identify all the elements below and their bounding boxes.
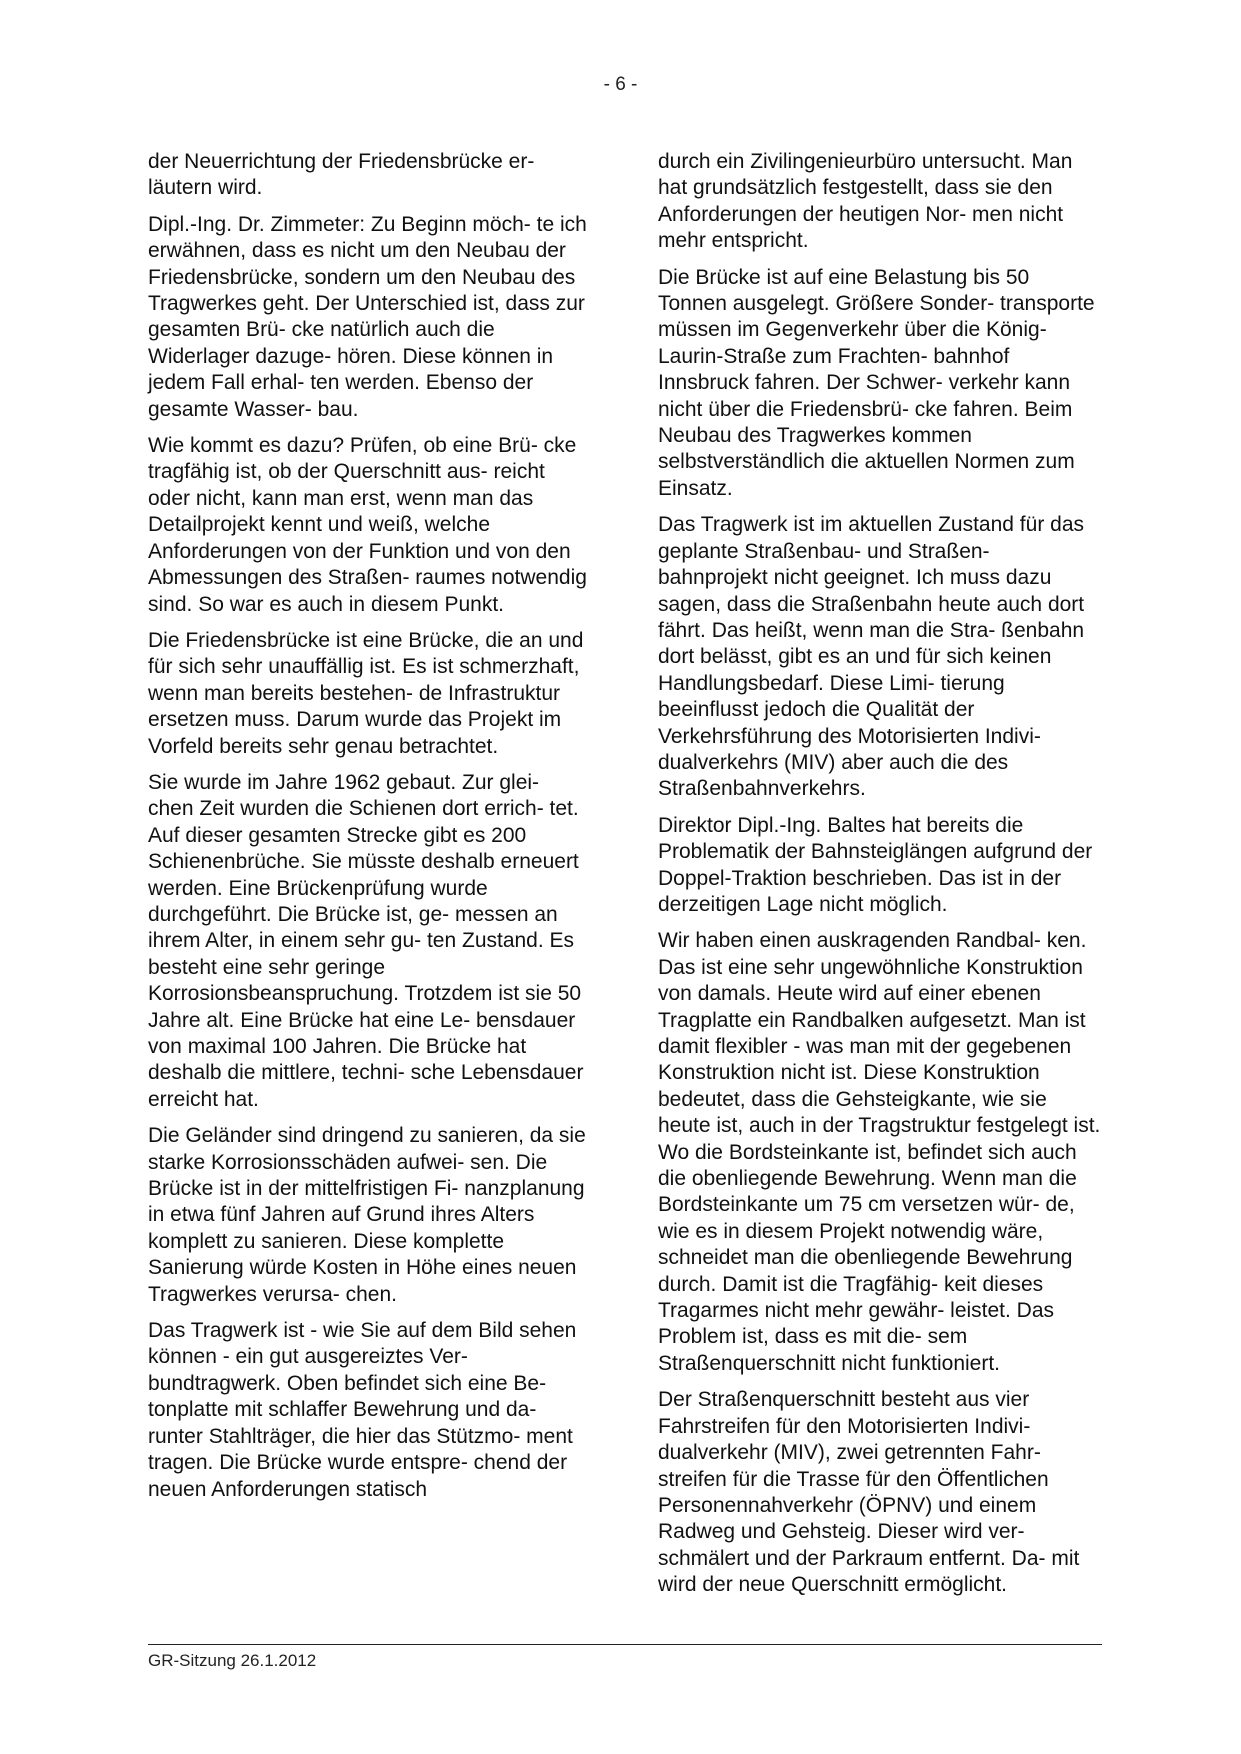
paragraph: durch ein Zivilingenieurbüro untersucht. Man hat grundsätzlich festgestellt, dass sie den Anforderungen der heutigen Nor- men nicht mehr entspricht. bbox=[658, 150, 1073, 253]
right-column bbox=[658, 149, 1103, 1609]
paragraph: Dipl.-Ing. Dr. Zimmeter: Zu Beginn möch- te ich erwähnen, dass es nicht um den Neubau der Friedensbrücke, sondern um den Neubau des Tragwerkes geht. Der Unterschied ist, dass zur gesamten Brü- cke natürlich auch die Widerlager dazuge- hören. Diese können in jedem Fall erhal- ten werden. Ebenso der gesamte Wasser- bau. bbox=[148, 212, 587, 421]
paragraph: Wie kommt es dazu? Prüfen, ob eine Brü- cke tragfähig ist, ob der Querschnitt aus- reicht oder nicht, kann man erst, wenn man das Detailprojekt kennt und weiß, welche Anforderungen von der Funktion und von den Abmessungen des Straßen- raumes notwendig sind. So war es auch in diesem Punkt. bbox=[148, 434, 587, 616]
paragraph: Der Straßenquerschnitt besteht aus vier Fahrstreifen für den Motorisierten Indivi- dualverkehr (MIV), zwei getrennten Fahr- streifen für die Trasse für den Öffentlichen Personennahverkehr (ÖPNV) und einem Radweg und Gehsteig. Dieser wird ver- schmälert und der Parkraum entfernt. Da- mit wird der neue Querschnitt ermöglicht. bbox=[658, 1388, 1080, 1597]
left-column bbox=[148, 149, 588, 1513]
page-number: - 6 - bbox=[603, 74, 638, 95]
paragraph: Die Geländer sind dringend zu sanieren, da sie starke Korrosionsschäden aufwei- sen. Die Brücke ist in der mittelfristigen Fi- nanzplanung in etwa fünf Jahren auf Grund ihres Alters komplett zu sanieren. Diese komplette Sanierung würde Kosten in Höhe eines neuen Tragwerkes verursa- chen. bbox=[148, 1124, 586, 1306]
paragraph: der Neuerrichtung der Friedensbrücke er- läutern wird. bbox=[148, 150, 535, 200]
paragraph: Die Brücke ist auf eine Belastung bis 50 Tonnen ausgelegt. Größere Sonder- transporte müssen im Gegenverkehr über die König-Laurin-Straße zum Frachten- bahnhof Innsbruck fahren. Der Schwer- verkehr kann nicht über die Friedensbrü- cke fahren. Beim Neubau des Tragwerkes kommen selbstverständlich die aktuellen Normen zum Einsatz. bbox=[658, 265, 1095, 500]
paragraph: Das Tragwerk ist im aktuellen Zustand für das geplante Straßenbau- und Straßen- bahnprojekt nicht geeignet. Ich muss dazu sagen, dass die Straßenbahn heute auch dort fährt. Das heißt, wenn man die Stra- ßenbahn dort belässt, gibt es an und für sich keinen Handlungsbedarf. Diese Limi- tierung beeinflusst jedoch die Qualität der Verkehrsführung des Motorisierten Indivi- dualverkehrs (MIV) aber auch die des Straßenbahnverkehrs. bbox=[658, 513, 1085, 801]
paragraph: Wir haben einen auskragenden Randbal- ken. Das ist eine sehr ungewöhnliche Konstruktion von damals. Heute wird auf einer ebenen Tragplatte ein Randbalken aufgesetzt. Man ist damit flexibler - was man mit der gegebenen Konstruktion nicht ist. Diese Konstruktion bedeutet, dass die Gehsteigkante, wie sie heute ist, auch in der Tragstruktur festgelegt ist. Wo die Bordsteinkante ist, befindet sich auch die obenliegende Bewehrung. Wenn man die Bordsteinkante um 75 cm versetzen wür- de, wie es in diesem Projekt notwendig wäre, schneidet man die obenliegende Bewehrung durch. Damit ist die Tragfähig- keit dieses Tragarmes nicht mehr gewähr- leistet. Das Problem ist, dass es mit die- sem Straßenquerschnitt nicht funktioniert. bbox=[658, 929, 1101, 1375]
paragraph: Die Friedensbrücke ist eine Brücke, die an und für sich sehr unauffällig ist. Es ist schmerzhaft, wenn man bereits bestehen- de Infrastruktur ersetzen muss. Darum wurde das Projekt im Vorfeld bereits sehr genau betrachtet. bbox=[148, 628, 584, 758]
paragraph: Direktor Dipl.-Ing. Baltes hat bereits die Problematik der Bahnsteiglängen aufgrund der Doppel-Traktion beschrieben. Das ist in der derzeitigen Lage nicht möglich. bbox=[658, 813, 1093, 916]
paragraph: Sie wurde im Jahre 1962 gebaut. Zur glei- chen Zeit wurden die Schienen dort errich- tet. Auf dieser gesamten Strecke gibt es 200 Schienenbrüche. Sie müsste deshalb erneuert werden. Eine Brückenprüfung wurde durchgeführt. Die Brücke ist, ge- messen an ihrem Alter, in einem sehr gu- ten Zustand. Es besteht eine sehr geringe Korrosionsbeanspruchung. Trotzdem ist sie 50 Jahre alt. Eine Brücke hat eine Le- bensdauer von maximal 100 Jahren. Die Brücke hat deshalb die mittlere, techni- sche Lebensdauer erreicht hat. bbox=[148, 770, 584, 1111]
footer-divider bbox=[148, 1644, 1102, 1645]
footer-label: GR-Sitzung 26.1.2012 bbox=[148, 1651, 317, 1670]
paragraph: Das Tragwerk ist - wie Sie auf dem Bild sehen können - ein gut ausgereiztes Ver- bundtragwerk. Oben befindet sich eine Be- tonplatte mit schlaffer Bewehrung und da- runter Stahlträger, die hier das Stützmo- ment tragen. Die Brücke wurde entspre- chend der neuen Anforderungen statisch bbox=[148, 1319, 577, 1501]
